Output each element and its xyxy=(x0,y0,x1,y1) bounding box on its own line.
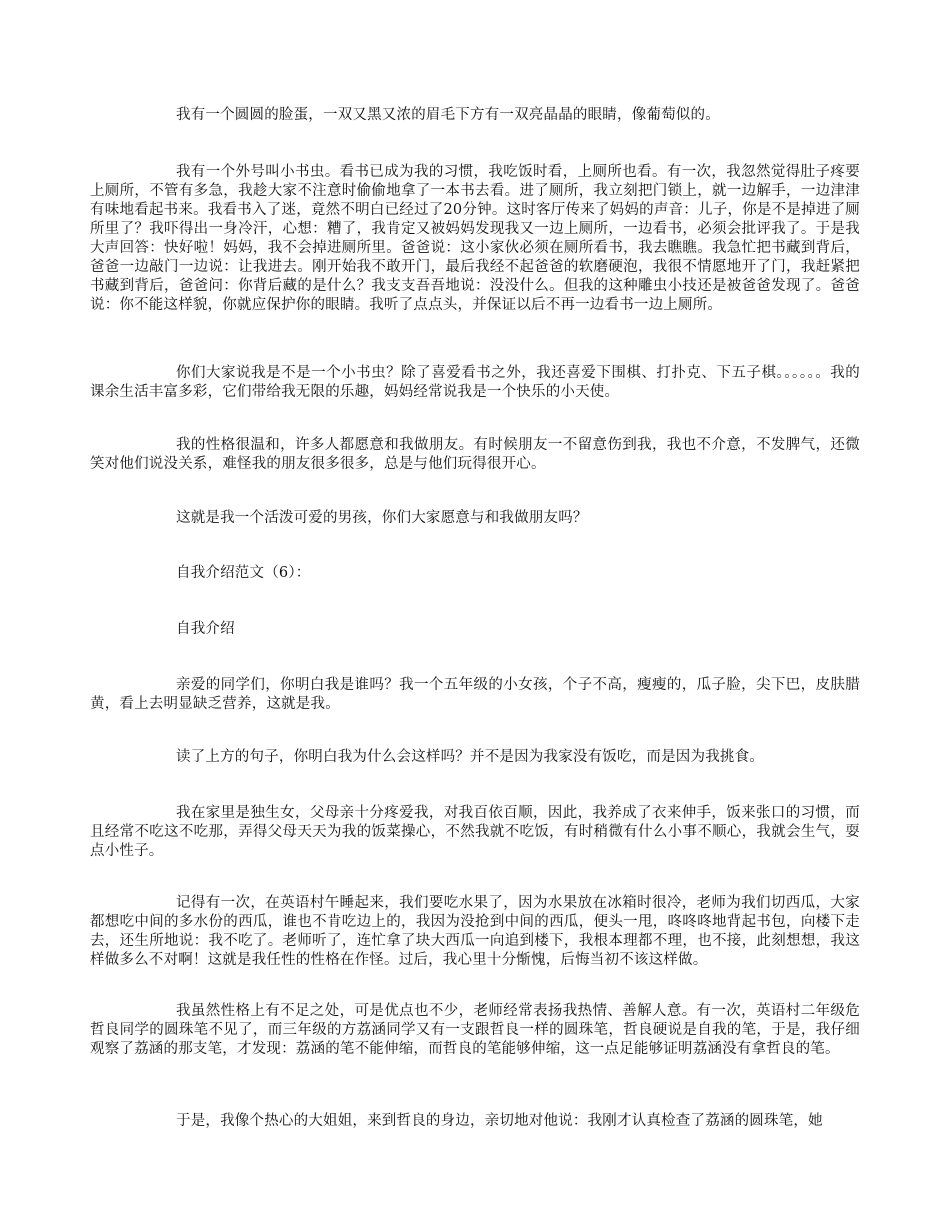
section-heading-sample-6: 自我介绍范文（6）： xyxy=(176,565,311,581)
paragraph-hobbies: 你们大家说我是不是一个小书虫？除了喜爱看书之外，我还喜爱下围棋、打扑克、下五子棋。。。。。。我的课余生活丰富多彩，它们带给我无限的乐趣，妈妈经常说我是一个快乐的小天使。 xyxy=(90,365,860,400)
paragraph-big-sister: 于是，我像个热心的大姐姐，来到哲良的身边，亲切地对他说：我刚才认真检查了荔涵的圆珠笔，她 xyxy=(176,1113,823,1129)
paragraph-closing-question: 这就是我一个活泼可爱的男孩，你们大家愿意与和我做朋友吗？ xyxy=(176,510,588,526)
paragraph-watermelon-story: 记得有一次，在英语村午睡起来，我们要吃水果了，因为水果放在冰箱时很冷，老师为我们切西瓜，大家都想吃中间的多水份的西瓜，谁也不肯吃边上的，我因为没抢到中间的西瓜，便头一甩，咚咚咚地背起书包，向楼下走去，还生所地说：我不吃了。老师听了，连忙拿了块大西瓜一向追到楼下，我根本理都不理，也不接，此刻想想，我这样做多么不对啊！这就是我任性的性格在作怪。过后，我心里十分惭愧，后悔当初不该这样做。 xyxy=(90,895,860,968)
paragraph-only-child: 我在家里是独生女，父母亲十分疼爱我，对我百依百顺，因此，我养成了衣来伸手，饭来张口的习惯，而且经常不吃这不吃那，弄得父母天天为我的饭菜操心，不然我就不吃饭，有时稍微有什么小事不顺心，我就会生气，耍点小性子。 xyxy=(90,805,860,859)
paragraph-face-description: 我有一个圆圆的脸蛋，一双又黑又浓的眉毛下方有一双亮晶晶的眼睛，像葡萄似的。 xyxy=(176,107,720,123)
paragraph-personality: 我的性格很温和，许多人都愿意和我做朋友。有时候朋友一不留意伤到我，我也不介意，不发脾气，还微笑对他们说没关系，难怪我的朋友很多很多，总是与他们玩得很开心。 xyxy=(90,437,860,472)
paragraph-girl-introduction: 亲爱的同学们，你明白我是谁吗？我一个五年级的小女孩，个子不高，瘦瘦的，瓜子脸，尖下巴，皮肤腊黄，看上去明显缺乏营养，这就是我。 xyxy=(90,677,860,712)
section-title-self-intro: 自我介绍 xyxy=(176,621,235,637)
paragraph-picky-eater: 读了上方的句子，你明白我为什么会这样吗？并不是因为我家没有饭吃，而是因为我挑食。 xyxy=(176,749,764,765)
paragraph-pen-story: 我虽然性格上有不足之处，可是优点也不少，老师经常表扬我热情、善解人意。有一次，英语村二年级危哲良同学的圆珠笔不见了，而三年级的方荔涵同学又有一支跟哲良一样的圆珠笔，哲良硬说是自我的笔，于是，我仔细观察了荔涵的那支笔，才发现：荔涵的笔不能伸缩，而哲良的笔能够伸缩，这一点足能够证明荔涵没有拿哲良的笔。 xyxy=(90,1003,860,1057)
paragraph-bookworm-story: 我有一个外号叫小书虫。看书已成为我的习惯，我吃饭时看，上厕所也看。有一次，我忽然觉得肚子疼要上厕所，不管有多急，我趁大家不注意时偷偷地拿了一本书去看。进了厕所，我立刻把门锁上，就一边解手，一边津津有味地看起书来。我看书入了迷，竟然不明白已经过了20分钟。这时客厅传来了妈妈的声音：儿子，你是不是掉进了厕所里了？我吓得出一身冷汗，心想：糟了，我肯定又被妈妈发现我又一边上厕所，一边看书，必须会批评我了。于是我大声回答：快好啦！妈妈，我不会掉进厕所里。爸爸说：这小家伙必须在厕所看书，我去瞧瞧。我急忙把书藏到背后，爸爸一边敲门一边说：让我进去。刚开始我不敢开门，最后我经不起爸爸的软磨硬泡，我很不情愿地开了门，我赶紧把书藏到背后，爸爸问：你背后藏的是什么？我支支吾吾地说：没没什么。但我的这种雕虫小技还是被爸爸发现了。爸爸说：你不能这样貌，你就应保护你的眼睛。我听了点点头，并保证以后不再一边看书一边上厕所。 xyxy=(90,164,860,313)
